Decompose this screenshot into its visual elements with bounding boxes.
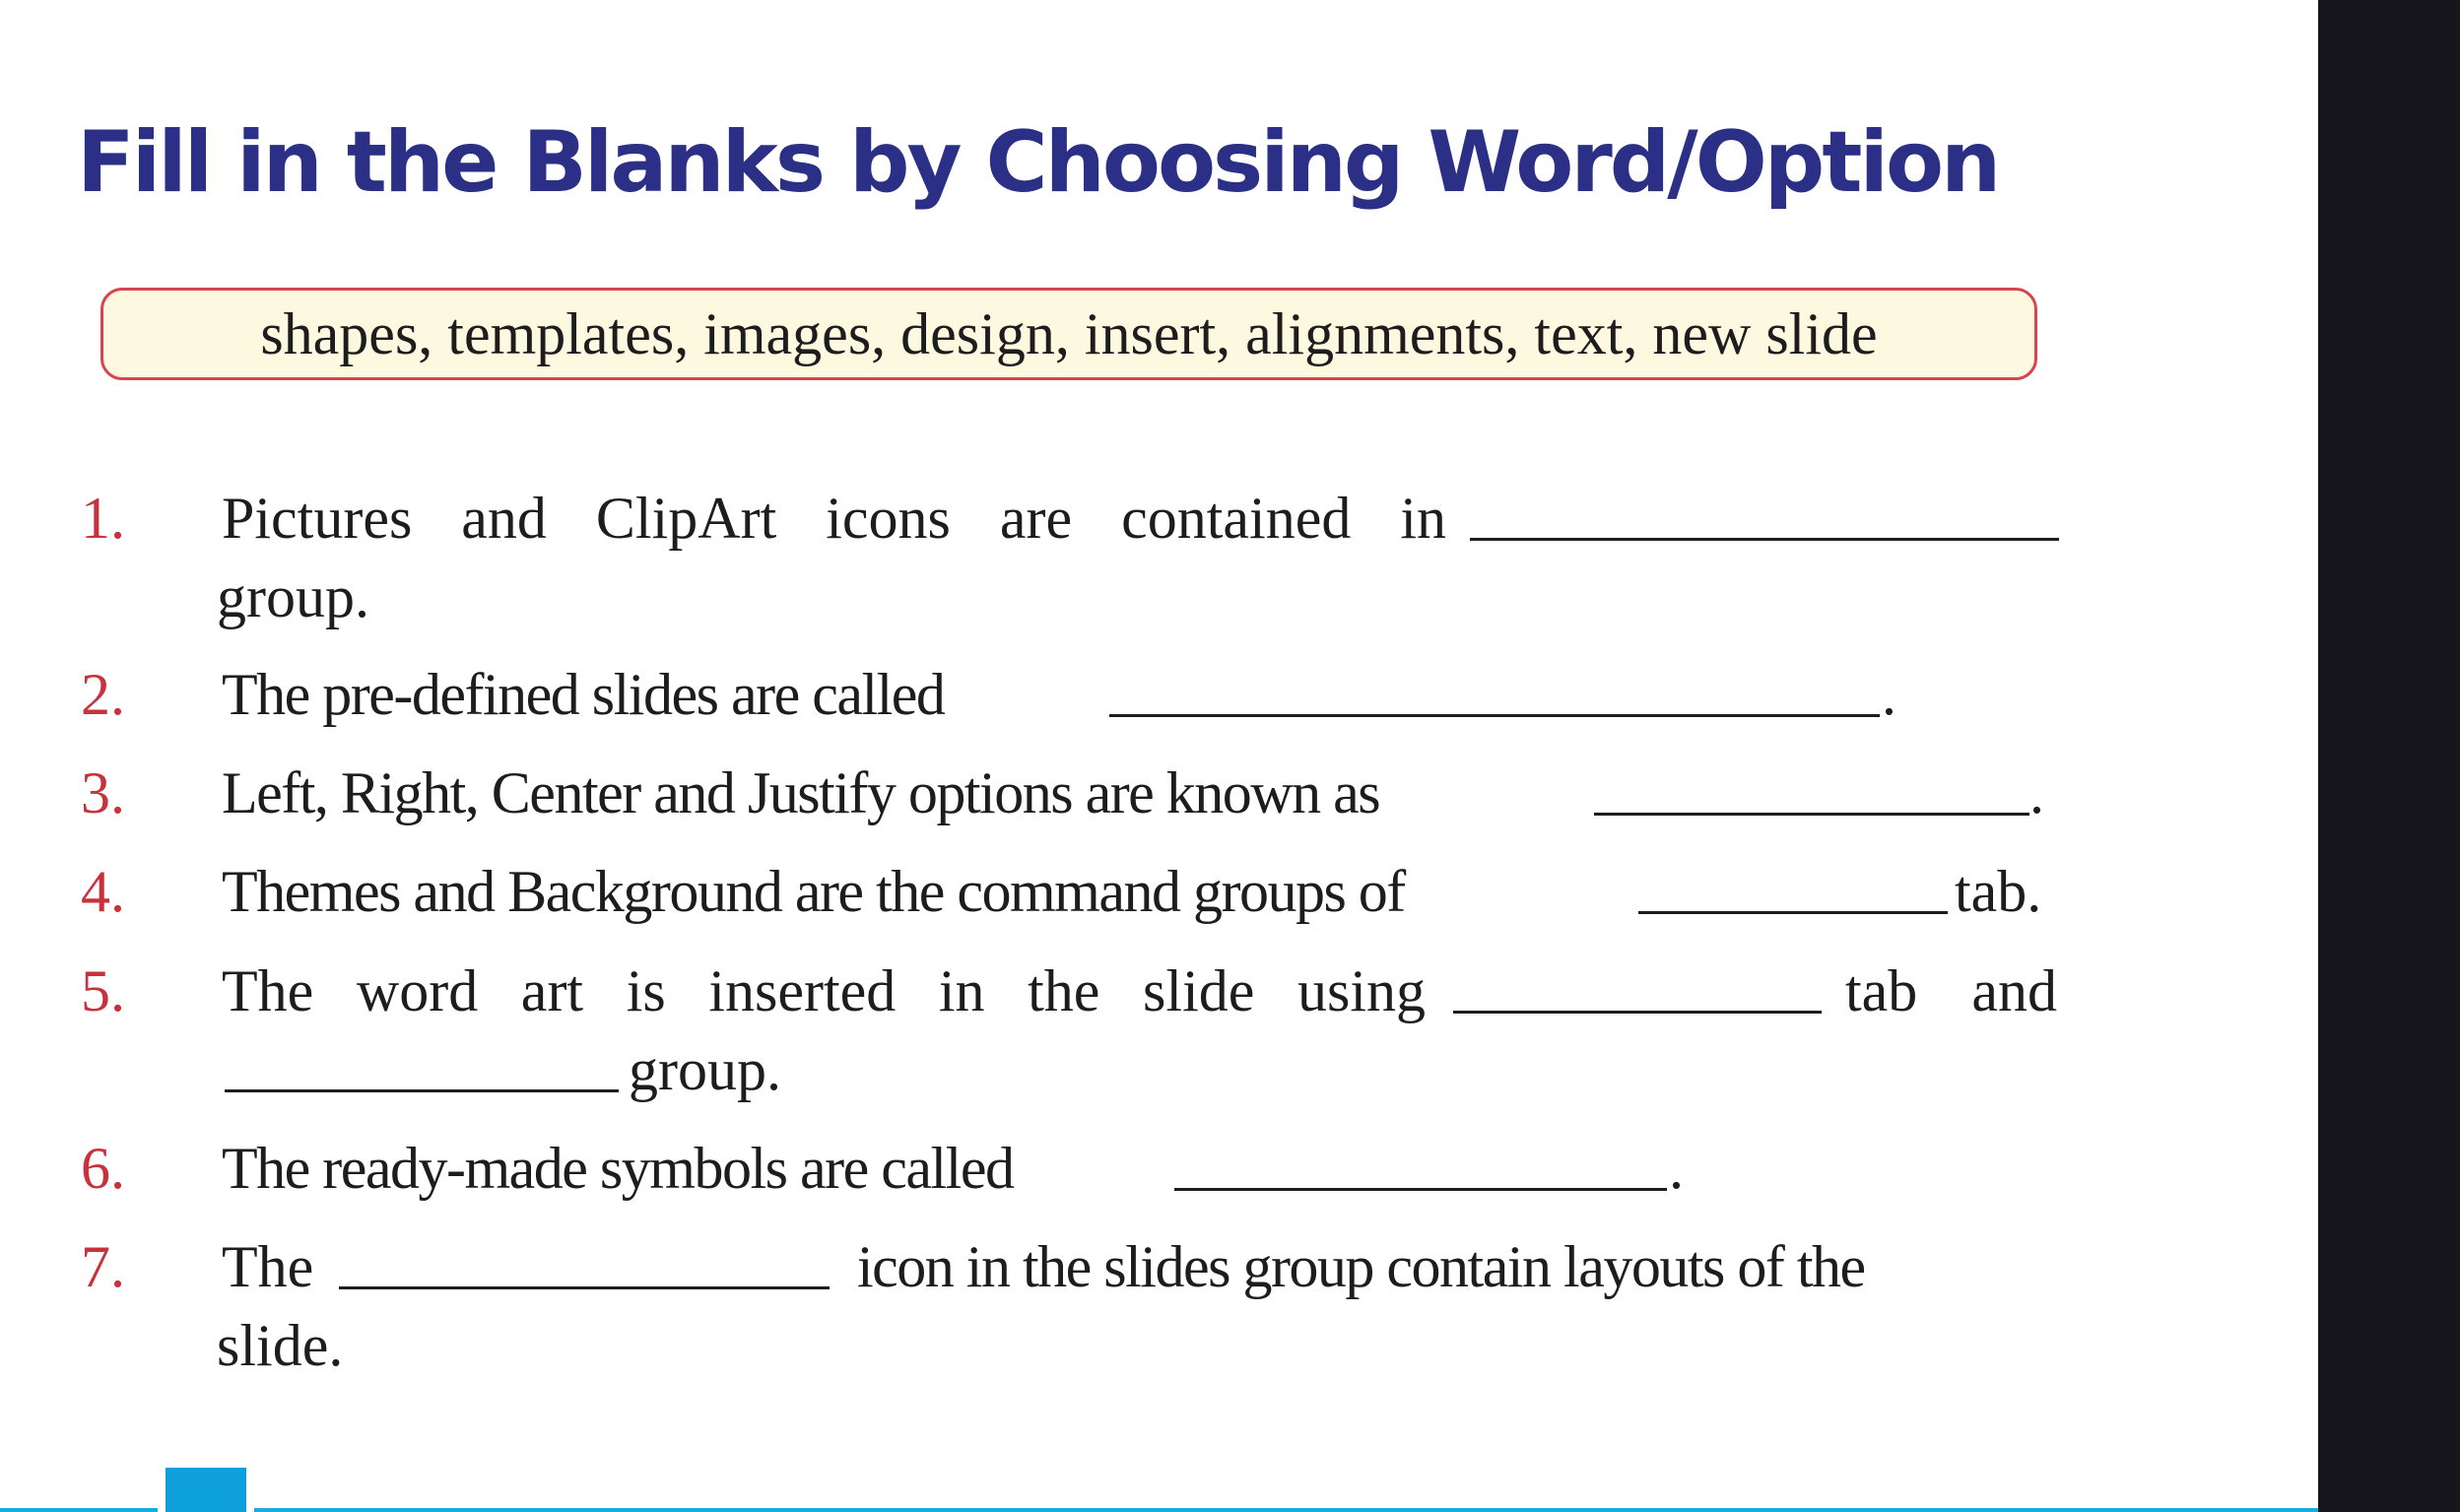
question-3-text: Left, Right, Center and Justify options are known as: [222, 760, 1380, 825]
word-bank-text: shapes, templates, images, design, insert, alignments, text, new slide: [260, 300, 1878, 366]
question-6-end: .: [1669, 1136, 1684, 1201]
question-2-number: 2.: [81, 662, 125, 727]
question-7-text: icon in the slides group contain layouts of the: [857, 1234, 1865, 1299]
page-title: Fill in the Blanks by Choosing Word/Option: [77, 113, 1999, 212]
question-5-blank-tab: [1453, 1011, 1822, 1014]
viewer-dark-sidebar: [2318, 0, 2460, 1512]
question-2-blank: [1109, 714, 1880, 717]
question-2-end: .: [1882, 662, 1896, 727]
footer-rule-left: [0, 1508, 158, 1512]
question-6-text: The ready-made symbols are called: [222, 1136, 1014, 1201]
question-6-number: 6.: [81, 1136, 125, 1201]
question-5-continuation: group.: [629, 1037, 781, 1102]
question-1-continuation: group.: [217, 564, 369, 629]
question-1-number: 1.: [81, 486, 125, 551]
question-7-number: 7.: [81, 1234, 125, 1299]
question-3-number: 3.: [81, 760, 125, 825]
question-4-end: tab.: [1955, 859, 2042, 924]
question-2-text: The pre-defined slides are called: [222, 662, 945, 727]
question-7-continuation: slide.: [217, 1313, 344, 1378]
question-5-number: 5.: [81, 958, 125, 1023]
question-7-start: The: [222, 1234, 314, 1299]
question-1-blank: [1470, 538, 2059, 541]
question-3-blank: [1594, 813, 2029, 816]
question-1-text: Pictures and ClipArt icons are contained in: [222, 486, 1446, 551]
question-3-end: .: [2029, 760, 2044, 825]
question-4-text: Themes and Background are the command groups of: [222, 859, 1405, 924]
footer-rule-right: [254, 1508, 2318, 1512]
footer-accent-block: [166, 1468, 246, 1512]
question-6-blank: [1174, 1188, 1667, 1191]
question-5-mid: tab and: [1845, 958, 2057, 1023]
question-4-number: 4.: [81, 859, 125, 924]
question-5-text: The word art is inserted in the slide using: [222, 958, 1426, 1023]
question-5-blank-group: [225, 1089, 619, 1092]
question-4-blank: [1638, 911, 1948, 914]
word-bank-box: [100, 288, 2037, 380]
question-7-blank: [339, 1286, 830, 1289]
